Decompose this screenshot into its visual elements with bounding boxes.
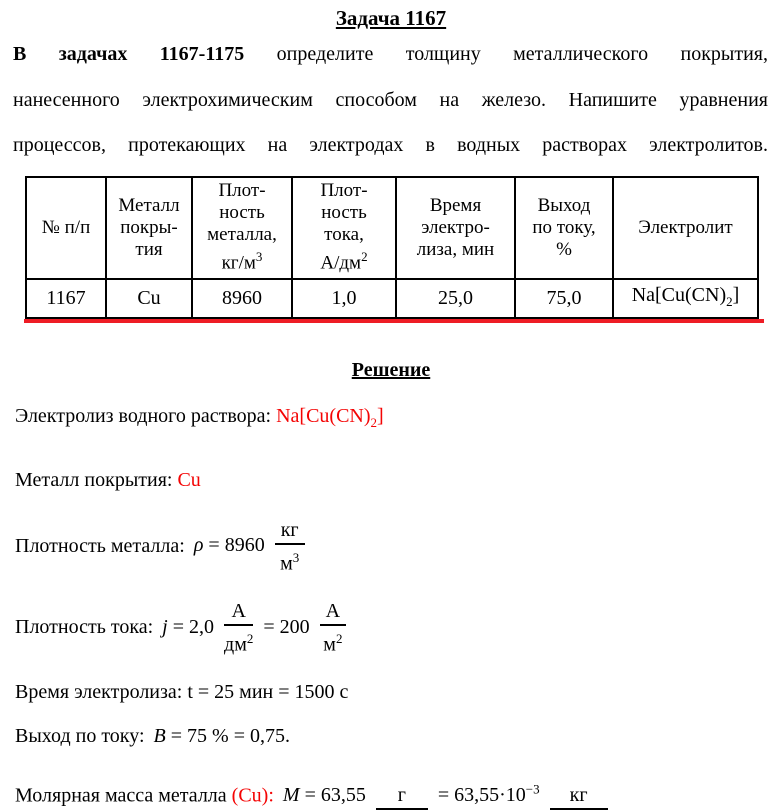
density-unit-fraction (275, 519, 305, 576)
fraction-numerator: кг (275, 519, 305, 545)
header-line: Металл (118, 194, 180, 216)
b-symbol: B (153, 724, 166, 747)
electrolyte-bracket: ] (732, 283, 740, 306)
fraction-numerator: г (376, 784, 428, 810)
current-density-line (15, 600, 782, 657)
j-symbol: j (162, 616, 168, 639)
solution-heading: Решение (351, 358, 431, 381)
header-line: покры- (120, 216, 178, 238)
electrolysis-formula: Na[Cu(CN) (276, 404, 371, 427)
fraction-denominator (320, 626, 346, 657)
header-unit (195, 246, 289, 274)
header-line: Время (429, 194, 482, 216)
unit-exponent: 2 (361, 249, 368, 265)
header-number (26, 177, 106, 279)
molar-unit-fraction-1 (376, 784, 428, 810)
molar-coefficient: = 63,55·10 (437, 784, 526, 807)
cell-metal: Cu (106, 279, 192, 318)
current-unit-fraction-1 (224, 600, 253, 657)
header-current-yield (515, 177, 613, 279)
header-line: % (556, 238, 572, 260)
header-line: металла, (207, 224, 277, 246)
document-page (0, 5, 782, 810)
header-metal-density (192, 177, 292, 279)
molar-unit-fraction-2 (550, 784, 608, 810)
density-value: = 8960 (208, 534, 265, 557)
molar-mass-metal: (Cu): (231, 784, 274, 807)
molar-mass-line (15, 777, 782, 810)
yield-formula (154, 725, 290, 747)
intro-line-1 (13, 32, 768, 78)
header-line: Плот- (320, 180, 368, 202)
intro-line-2: нанесенного электрохимическим способом на железо. Напишите уравнения (13, 88, 768, 111)
denominator-exponent: 2 (246, 631, 254, 647)
fraction-denominator (224, 626, 253, 657)
denominator-base: м (280, 552, 293, 575)
header-current-density (292, 177, 396, 279)
table-data-row (26, 279, 758, 318)
time-value: t = 25 мин = 1500 с (187, 680, 349, 703)
denominator-base: дм (224, 633, 247, 656)
unit-exponent: 3 (255, 249, 263, 265)
denominator-exponent: 2 (335, 631, 343, 647)
current-yield-line (15, 723, 782, 749)
current-value-2: = 200 (263, 616, 310, 639)
fraction-numerator: А (224, 600, 253, 626)
problems-table (25, 176, 759, 319)
m-symbol: M (282, 784, 300, 807)
coating-metal-line (15, 467, 782, 493)
metal-density-label: Плотность металла: (15, 534, 185, 557)
cell-time: 25,0 (396, 279, 515, 318)
coating-metal-value: Cu (177, 468, 201, 491)
header-coating-metal (106, 177, 192, 279)
fraction-numerator: кг (550, 784, 608, 810)
electrolyte-subscript: 2 (726, 293, 733, 309)
electrolyte-formula: Na[Cu(CN) (631, 283, 727, 306)
cell-electrolyte (613, 279, 758, 318)
density-formula (194, 534, 265, 556)
unit-base: А/дм (320, 252, 362, 274)
header-line: ность (219, 202, 265, 224)
current-unit-fraction-2 (320, 600, 346, 657)
header-number-label: № п/п (41, 216, 91, 238)
current-density-label: Плотность тока: (15, 616, 154, 639)
molar-mass-label: Молярная масса металла (15, 784, 227, 807)
header-line: Электролит (638, 216, 733, 238)
time-label: Время электролиза: (15, 680, 183, 703)
cell-density: 8960 (192, 279, 292, 318)
metal-density-line (15, 519, 782, 576)
electrolysis-bracket: ] (377, 404, 384, 427)
header-line: по току, (532, 216, 596, 238)
electrolysis-subscript: 2 (370, 414, 378, 430)
denominator-exponent: 3 (292, 549, 300, 565)
electrolysis-time-line (15, 679, 782, 705)
header-line: лиза, мин (416, 238, 495, 260)
header-line: ность (321, 202, 367, 224)
header-electrolysis-time (396, 177, 515, 279)
molar-exponent: −3 (525, 781, 540, 797)
rho-symbol: ρ (193, 534, 204, 557)
header-line: Плот- (218, 180, 266, 202)
molar-formula (283, 784, 366, 806)
coating-metal-label: Металл покрытия: (15, 468, 173, 491)
molar-value-1: = 63,55 (304, 784, 366, 807)
cell-yield: 75,0 (515, 279, 613, 318)
unit-base: кг/м (221, 252, 256, 274)
header-electrolyte (613, 177, 758, 279)
problem-title: Задача 1167 (335, 6, 447, 30)
intro-bold-range: В задачах 1167-1175 (13, 43, 245, 65)
yield-value: = 75 % = 0,75. (170, 724, 290, 747)
table-header-row (26, 177, 758, 279)
intro-line-3: процессов, протекающих на электродах в водных растворах электролитов. (13, 134, 768, 156)
header-line: тия (135, 238, 163, 260)
electrolysis-line (15, 403, 782, 436)
denominator-base: м (323, 633, 336, 656)
red-underline-bar (24, 319, 764, 323)
cell-number: 1167 (26, 279, 106, 318)
fraction-numerator: А (320, 600, 346, 626)
electrolysis-value (276, 404, 384, 430)
current-formula (162, 616, 214, 638)
current-value-1: = 2,0 (172, 616, 215, 639)
header-line: Выход (537, 194, 591, 216)
yield-label: Выход по току: (15, 724, 145, 747)
header-unit (295, 246, 393, 274)
molar-value-2 (437, 781, 540, 807)
intro-line-1-rest: определите толщину металлического покрытия, (244, 43, 768, 65)
fraction-denominator (275, 545, 305, 576)
cell-current-density: 1,0 (292, 279, 396, 318)
intro-paragraph (13, 32, 768, 169)
header-line: электро- (421, 216, 490, 238)
electrolysis-label: Электролиз водного раствора: (15, 404, 272, 427)
header-line: тока, (324, 224, 364, 246)
